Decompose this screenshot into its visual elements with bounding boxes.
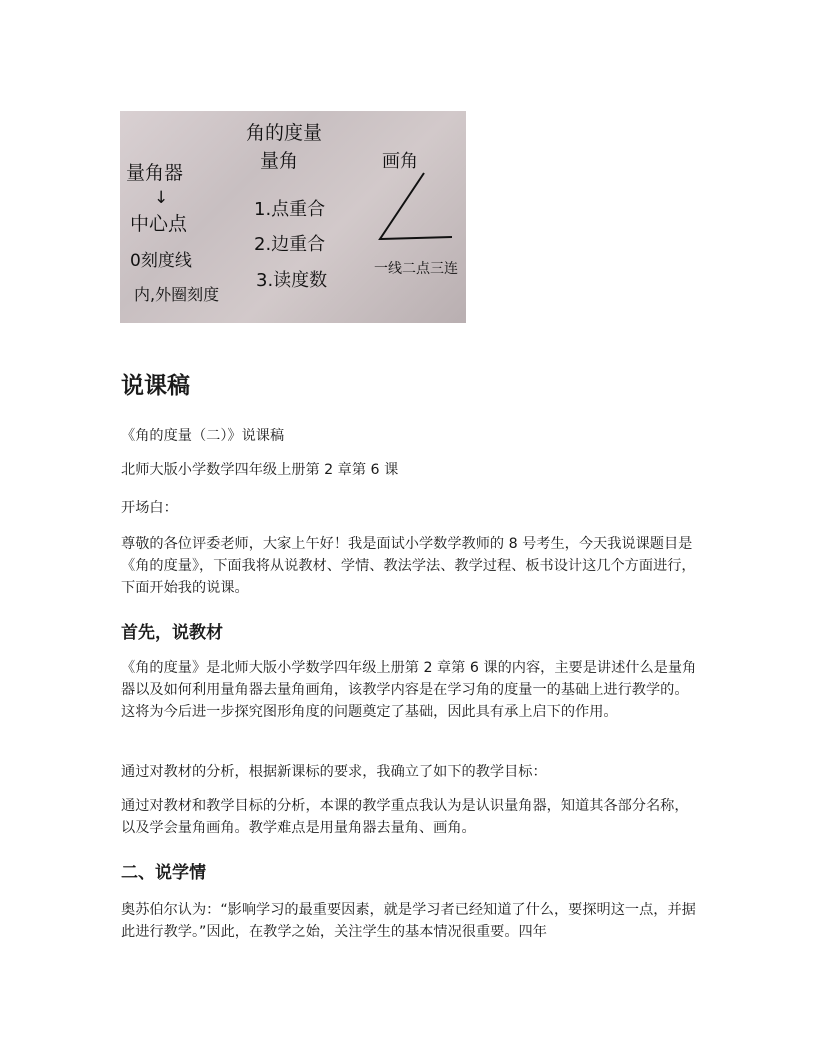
textbook-line: 北师大版小学数学四年级上册第 2 章第 6 课 (121, 462, 399, 478)
photo-right-heading: 画角 (382, 151, 418, 172)
photo-title-line1: 角的度量 (246, 122, 323, 144)
handwriting-drawing (120, 111, 466, 323)
section2-heading: 二、说学情 (121, 863, 206, 883)
photo-arrow: ↓ (154, 188, 169, 208)
section1-paragraph-3: 通过对教材和教学目标的分析，本课的教学重点我认为是认识量角器，知道其各部分名称，以及学会量角画角。教学难点是用量角器去量角、画角。 (121, 798, 689, 836)
photo-left-item-2: 0刻度线 (130, 251, 192, 271)
photo-left-heading: 量角器 (126, 162, 184, 184)
section2-paragraph-1: 奥苏伯尔认为：“影响学习的最重要因素，就是学习者已经知道了什么，要探明这一点，并据此进行教学。”因此，在教学之始，关注学生的基本情况很重要。四年 (121, 902, 696, 940)
photo-title-line2: 量角 (260, 150, 299, 172)
angle-sketch (380, 173, 452, 239)
document-title: 说课稿 (121, 373, 190, 399)
opening-paragraph: 尊敬的各位评委老师，大家上午好！我是面试小学数学教师的 8 号考生，今天我说课题目是《角的度量》，下面我将从说教材、学情、教法学法、教学过程、板书设计这几个方面进行，下面开始我的说课。 (121, 536, 696, 596)
opening-label: 开场白： (121, 500, 178, 516)
photo-left-item-3: 内,外圈刻度 (134, 285, 220, 304)
section1-paragraph-2: 通过对教材的分析，根据新课标的要求，我确立了如下的教学目标： (121, 764, 547, 780)
photo-step-2: 2.边重合 (254, 234, 326, 255)
photo-step-1: 1.点重合 (254, 199, 326, 220)
photo-right-caption: 一线二点三连 (374, 261, 458, 277)
section1-paragraph-1: 《角的度量》是北师大版小学数学四年级上册第 2 章第 6 课的内容，主要是讲述什么是量角器以及如何利用量角器去量角画角，该教学内容是在学习角的度量一的基础上进行教学的。这将为今后进一步探究图形角度的问题奠定了基础，因此具有承上启下的作用。 (121, 660, 697, 720)
section1-heading: 首先，说教材 (121, 623, 223, 643)
lesson-title-line: 《角的度量（二）》说课稿 (121, 428, 285, 444)
handwritten-notes-photo (120, 111, 466, 323)
photo-left-item-1: 中心点 (130, 213, 188, 235)
photo-step-3: 3.读度数 (256, 270, 328, 291)
